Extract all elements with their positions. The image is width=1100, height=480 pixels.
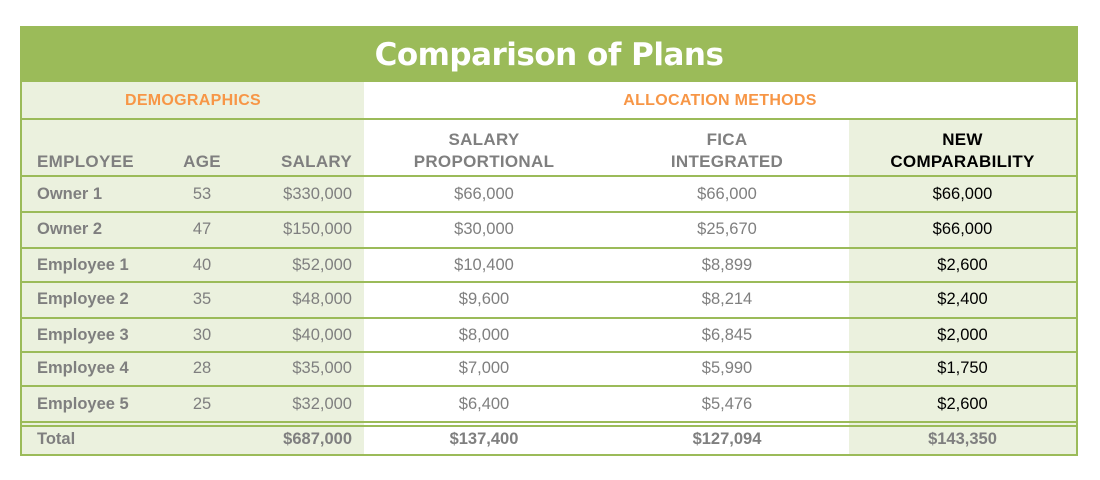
header-salary-proportional-line2: PROPORTIONAL [413,152,555,171]
table-title: Comparison of Plans [22,28,1076,82]
cell-new-comparability: $2,400 [937,290,988,308]
cell-salary-proportional: $6,400 [458,395,510,413]
cell-new-comparability: $2,000 [937,326,988,344]
cell-fica-integrated: $8,899 [701,256,753,274]
cell-salary-proportional: $9,600 [458,290,510,308]
total-fica-integrated: $127,094 [692,430,762,448]
header-new-comparability-line1: NEW [942,130,983,149]
cell-employee: Employee 2 [37,290,129,308]
cell-age: 35 [192,290,212,308]
cell-new-comparability: $66,000 [932,220,993,238]
cell-salary: $52,000 [292,256,352,274]
cell-age: 40 [192,256,212,274]
cell-new-comparability: $66,000 [932,185,993,203]
comparison-table [20,26,1078,456]
cell-employee: Owner 1 [37,185,103,203]
cell-new-comparability: $2,600 [937,395,988,413]
header-salary: SALARY [280,152,352,171]
cell-salary-proportional: $7,000 [458,359,510,377]
total-salary: $687,000 [283,430,352,448]
cell-employee: Owner 2 [37,220,103,238]
cell-employee: Employee 4 [37,359,129,377]
header-fica-line1: FICA [706,130,748,149]
cell-employee: Employee 3 [37,326,129,344]
header-age: AGE [183,152,221,171]
header-new-comparability-line2: COMPARABILITY [890,152,1035,171]
cell-age: 53 [192,185,212,203]
header-employee: EMPLOYEE [37,152,134,171]
cell-fica-integrated: $5,476 [701,395,753,413]
total-new-comparability: $143,350 [928,430,997,448]
cell-employee: Employee 5 [37,395,129,413]
cell-salary: $32,000 [292,395,352,413]
cell-fica-integrated: $8,214 [701,290,753,308]
cell-salary-proportional: $66,000 [454,185,514,203]
cell-salary: $150,000 [283,220,352,238]
cell-age: 30 [192,326,212,344]
cell-fica-integrated: $25,670 [697,220,757,238]
cell-age: 28 [192,359,212,377]
section-demographics: DEMOGRAPHICS [124,92,262,109]
cell-salary: $48,000 [292,290,352,308]
cell-new-comparability: $2,600 [937,256,988,274]
header-salary-proportional-line1: SALARY [448,130,520,149]
total-label: Total [37,430,76,448]
cell-fica-integrated: $66,000 [697,185,757,203]
cell-salary-proportional: $10,400 [454,256,514,274]
divider [22,118,1076,120]
cell-salary: $35,000 [292,359,352,377]
total-salary-proportional: $137,400 [449,430,519,448]
cell-age: 25 [192,395,212,413]
section-allocation-methods: ALLOCATION METHODS [623,92,817,109]
cell-fica-integrated: $5,990 [701,359,753,377]
cell-salary: $330,000 [283,185,352,203]
cell-fica-integrated: $6,845 [701,326,753,344]
cell-age: 47 [192,220,212,238]
cell-salary-proportional: $30,000 [454,220,514,238]
cell-employee: Employee 1 [37,256,129,274]
cell-salary-proportional: $8,000 [458,326,510,344]
cell-salary: $40,000 [292,326,352,344]
header-fica-line2: INTEGRATED [670,152,784,171]
cell-new-comparability: $1,750 [937,359,988,377]
